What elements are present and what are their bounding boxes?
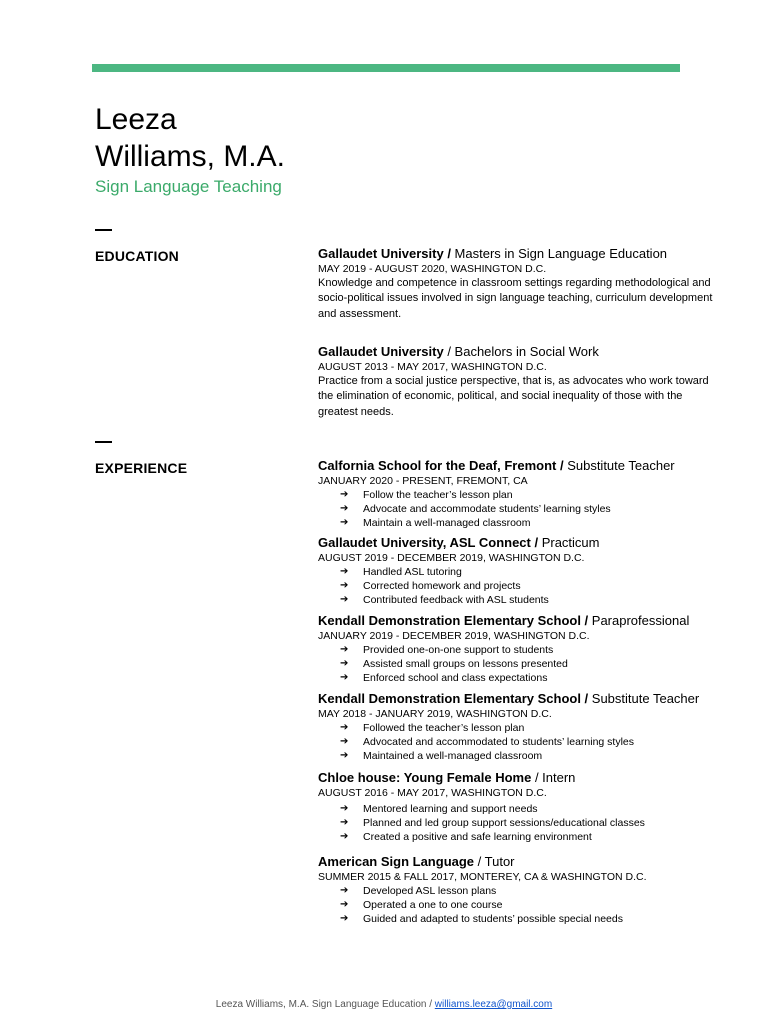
footer-email-link[interactable]: williams.leeza@gmail.com: [434, 999, 553, 1010]
entry-meta: MAY 2019 - AUGUST 2020, WASHINGTON D.C.: [318, 263, 547, 275]
arrow-right-icon: ➔: [340, 566, 349, 577]
entry-title: [318, 534, 718, 551]
section-divider-education: [95, 229, 112, 231]
entry-bullets: [318, 565, 718, 607]
list-item: ➔ Followed the teacher’s lesson plan: [340, 722, 525, 734]
entry-title: [318, 612, 718, 629]
entry-role: / Bachelors in Social Work: [443, 344, 599, 359]
arrow-right-icon: ➔: [340, 722, 349, 733]
name-line-2: Williams, M.A.: [95, 140, 285, 173]
arrow-right-icon: ➔: [340, 750, 349, 761]
arrow-right-icon: ➔: [340, 658, 349, 669]
entry-role: Practicum: [538, 535, 600, 550]
list-item: ➔ Guided and adapted to students’ possible special needs: [340, 913, 623, 925]
arrow-right-icon: ➔: [340, 503, 349, 514]
top-accent-bar: [92, 64, 680, 72]
footer-text: Leeza Williams, M.A. Sign Language Education /: [215, 999, 435, 1010]
entry-description: Practice from a social justice perspective, that is, as advocates who work toward the elimination of economic, political, and social inequality of those with the greatest needs.: [318, 375, 709, 418]
experience-entry: [318, 457, 718, 530]
list-item: ➔ Enforced school and class expectations: [340, 672, 548, 684]
entry-bullets: [318, 488, 718, 530]
entry-title: [318, 343, 718, 360]
list-item: ➔ Developed ASL lesson plans: [340, 885, 497, 897]
arrow-right-icon: ➔: [340, 913, 349, 924]
list-item: ➔ Advocated and accommodated to students’ learning styles: [340, 736, 635, 748]
arrow-right-icon: ➔: [340, 736, 349, 747]
entry-bullets: [318, 721, 718, 763]
entry-title: [318, 690, 718, 707]
entry-role: / Intern: [531, 770, 576, 785]
arrow-right-icon: ➔: [340, 517, 349, 528]
arrow-right-icon: ➔: [340, 644, 349, 655]
arrow-right-icon: ➔: [340, 594, 349, 605]
experience-entry: [318, 853, 718, 926]
entry-meta: JANUARY 2020 - PRESENT, FREMONT, CA: [318, 475, 528, 487]
entry-org: American Sign Language: [318, 854, 475, 869]
education-entry: [318, 245, 718, 322]
arrow-right-icon: ➔: [340, 489, 349, 500]
arrow-right-icon: ➔: [340, 899, 349, 910]
education-entry: [318, 343, 718, 420]
list-item: ➔ Assisted small groups on lessons presented: [340, 658, 568, 670]
arrow-right-icon: ➔: [340, 831, 349, 842]
entry-org: Chloe house: Young Female Home: [318, 770, 532, 785]
list-item: ➔ Created a positive and safe learning environment: [340, 831, 592, 843]
list-item: ➔ Mentored learning and support needs: [340, 803, 538, 815]
entry-description: Knowledge and competence in classroom settings regarding methodological and socio-political issues involved in sign language teaching, curriculum development and assessment.: [318, 277, 713, 320]
experience-entry: [318, 690, 718, 763]
entry-title: [318, 457, 718, 474]
list-item: ➔ Follow the teacher’s lesson plan: [340, 489, 513, 501]
list-item: ➔ Operated a one to one course: [340, 899, 503, 911]
entry-meta: AUGUST 2019 - DECEMBER 2019, WASHINGTON D.C.: [318, 552, 585, 564]
list-item: ➔ Advocate and accommodate students’ learning styles: [340, 503, 611, 515]
list-item: ➔ Handled ASL tutoring: [340, 566, 462, 578]
arrow-right-icon: ➔: [340, 672, 349, 683]
entry-org: Gallaudet University, ASL Connect /: [318, 535, 539, 550]
entry-org: Gallaudet University /: [318, 246, 451, 261]
list-item: ➔ Maintained a well-managed classroom: [340, 750, 543, 762]
entry-bullets: [318, 884, 718, 926]
experience-entry: [318, 612, 718, 685]
entry-meta: SUMMER 2015 & FALL 2017, MONTEREY, CA & WASHINGTON D.C.: [318, 871, 647, 883]
name-line-1: Leeza: [95, 103, 177, 136]
entry-meta: JANUARY 2019 - DECEMBER 2019, WASHINGTON D.C.: [318, 630, 590, 642]
entry-bullets: [318, 802, 718, 844]
entry-meta: AUGUST 2016 - MAY 2017, WASHINGTON D.C.: [318, 787, 547, 799]
entry-bullets: [318, 643, 718, 685]
candidate-name: [95, 101, 285, 175]
list-item: ➔ Planned and led group support sessions/educational classes: [340, 817, 645, 829]
entry-org: Gallaudet University: [318, 344, 444, 359]
arrow-right-icon: ➔: [340, 580, 349, 591]
candidate-subtitle: Sign Language Teaching: [95, 177, 282, 196]
list-item: ➔ Corrected homework and projects: [340, 580, 521, 592]
list-item: ➔ Maintain a well-managed classroom: [340, 517, 531, 529]
entry-title: [318, 245, 718, 262]
list-item: ➔ Contributed feedback with ASL students: [340, 594, 549, 606]
entry-org: Calfornia School for the Deaf, Fremont /: [318, 458, 564, 473]
entry-role: Masters in Sign Language Education: [450, 246, 668, 261]
entry-org: Kendall Demonstration Elementary School /: [318, 613, 589, 628]
arrow-right-icon: ➔: [340, 803, 349, 814]
page-footer: [0, 999, 768, 1010]
section-title-education: EDUCATION: [95, 248, 179, 264]
entry-org: Kendall Demonstration Elementary School /: [318, 691, 589, 706]
entry-role: Substitute Teacher: [563, 458, 675, 473]
entry-meta: AUGUST 2013 - MAY 2017, WASHINGTON D.C.: [318, 361, 547, 373]
arrow-right-icon: ➔: [340, 817, 349, 828]
section-title-experience: EXPERIENCE: [95, 460, 188, 476]
section-divider-experience: [95, 441, 112, 443]
entry-role: / Tutor: [474, 854, 515, 869]
experience-entry: [318, 534, 718, 607]
entry-title: [318, 769, 718, 786]
entry-role: Substitute Teacher: [588, 691, 700, 706]
entry-title: [318, 853, 718, 870]
arrow-right-icon: ➔: [340, 885, 349, 896]
entry-role: Paraprofessional: [588, 613, 690, 628]
list-item: ➔ Provided one-on-one support to students: [340, 644, 554, 656]
experience-entry: [318, 769, 718, 844]
entry-meta: MAY 2018 - JANUARY 2019, WASHINGTON D.C.: [318, 708, 552, 720]
